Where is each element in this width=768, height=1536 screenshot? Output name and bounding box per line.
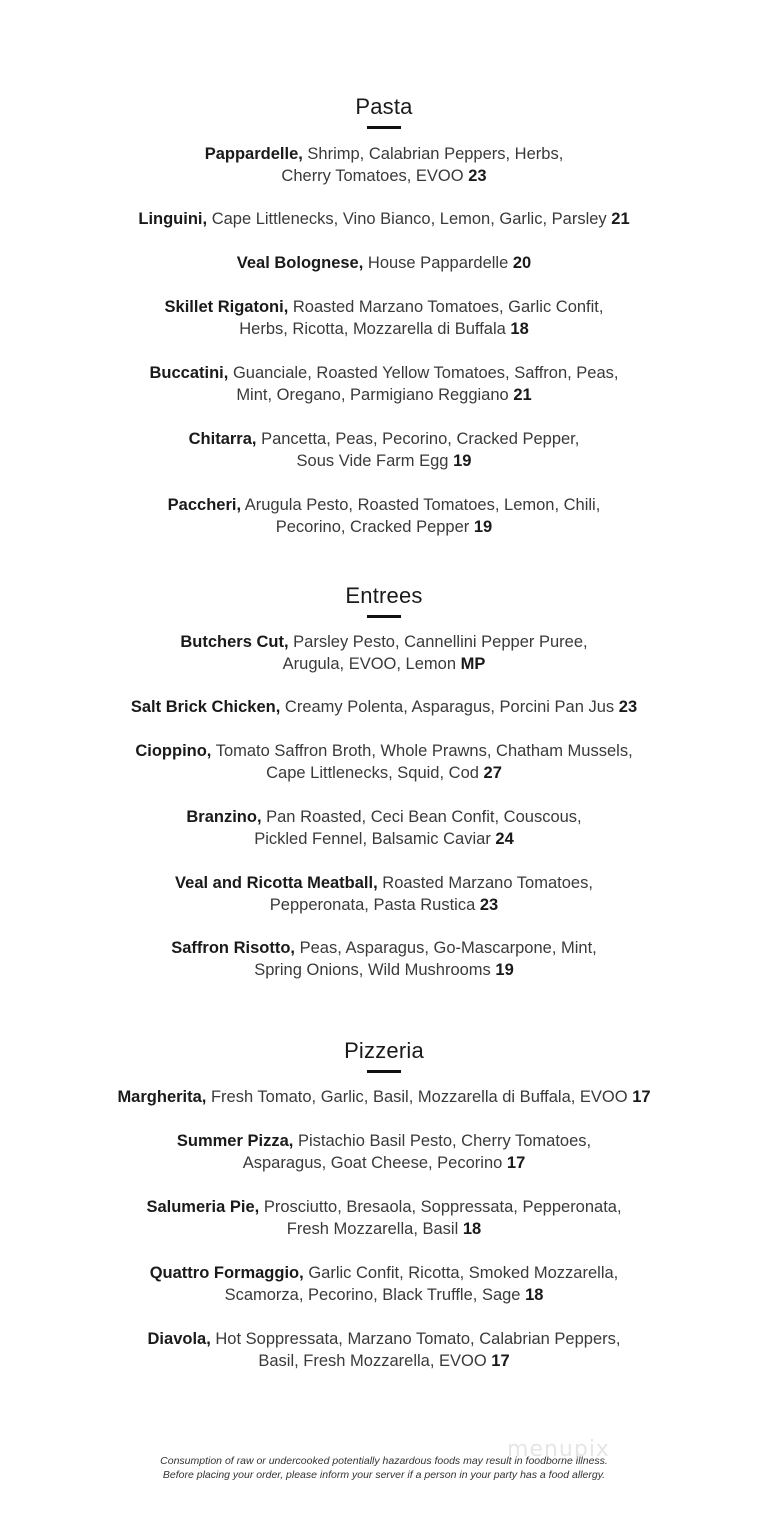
item-description: Cape Littlenecks, Vino Bianco, Lemon, Garlic, Parsley bbox=[211, 210, 607, 228]
item-description: Roasted Marzano Tomatoes, bbox=[382, 874, 593, 892]
menu-item-salt-brick-chicken bbox=[0, 696, 768, 718]
item-name: Skillet Rigatoni, bbox=[164, 298, 289, 316]
item-name: Buccatini, bbox=[149, 364, 229, 382]
item-price: 24 bbox=[495, 830, 514, 848]
item-description: Mint, Oregano, Parmigiano Reggiano bbox=[236, 386, 509, 404]
item-name: Linguini, bbox=[138, 210, 208, 228]
menu-item-summer-pizza bbox=[0, 1130, 768, 1174]
item-price: 23 bbox=[618, 698, 638, 716]
item-price: 21 bbox=[513, 386, 532, 404]
section-pasta-header bbox=[0, 93, 768, 129]
item-description: House Pappardelle bbox=[367, 254, 509, 272]
item-name: Branzino, bbox=[186, 808, 262, 826]
item-price: 27 bbox=[483, 764, 502, 782]
item-name: Veal and Ricotta Meatball, bbox=[175, 874, 378, 892]
section-divider bbox=[367, 1070, 401, 1073]
item-price: 23 bbox=[468, 167, 487, 185]
item-price: 17 bbox=[506, 1154, 526, 1172]
menu-item-pappardelle bbox=[0, 143, 768, 187]
item-description: Basil, Fresh Mozzarella, EVOO bbox=[258, 1352, 487, 1370]
item-description: Fresh Tomato, Garlic, Basil, Mozzarella di Buffala, EVOO bbox=[210, 1088, 628, 1106]
menu-item-veal-bolognese bbox=[0, 252, 768, 274]
item-name: Chitarra, bbox=[188, 430, 257, 448]
item-description: Pancetta, Peas, Pecorino, Cracked Pepper, bbox=[261, 430, 580, 448]
item-name: Margherita, bbox=[117, 1088, 207, 1106]
section-divider bbox=[367, 126, 401, 129]
section-title: Pizzeria bbox=[344, 1038, 424, 1063]
section-pizzeria-header bbox=[0, 1037, 768, 1073]
menu-item-margherita bbox=[0, 1086, 768, 1108]
item-price: 23 bbox=[479, 896, 499, 914]
disclaimer-line-2: Before placing your order, please inform your server if a person in your party has a food allergy. bbox=[162, 1469, 606, 1481]
item-name: Cioppino, bbox=[135, 742, 212, 760]
menu-item-diavola bbox=[0, 1328, 768, 1372]
item-name: Diavola, bbox=[147, 1330, 211, 1348]
allergy-disclaimer bbox=[0, 1454, 768, 1482]
item-description: Herbs, Ricotta, Mozzarella di Buffala bbox=[239, 320, 506, 338]
item-description: Pickled Fennel, Balsamic Caviar bbox=[254, 830, 491, 848]
item-name: Saffron Risotto, bbox=[171, 939, 295, 957]
item-description: Shrimp, Calabrian Peppers, Herbs, bbox=[307, 145, 564, 163]
menu-item-quattro-formaggio bbox=[0, 1262, 768, 1306]
item-description: Cherry Tomatoes, EVOO bbox=[281, 167, 464, 185]
watermark-logo: menupix bbox=[507, 1437, 610, 1462]
menu-item-skillet-rigatoni bbox=[0, 296, 768, 340]
item-description: Pecorino, Cracked Pepper bbox=[275, 518, 470, 536]
item-description: Pepperonata, Pasta Rustica bbox=[269, 896, 476, 914]
menu-item-salumeria-pie bbox=[0, 1196, 768, 1240]
menu-item-chitarra bbox=[0, 428, 768, 472]
item-price: 19 bbox=[453, 452, 472, 470]
item-name: Salumeria Pie, bbox=[146, 1198, 260, 1216]
item-price: 19 bbox=[473, 518, 493, 536]
item-name: Paccheri, bbox=[167, 496, 242, 514]
item-price: 17 bbox=[491, 1352, 510, 1370]
item-description: Hot Soppressata, Marzano Tomato, Calabrian Peppers, bbox=[215, 1330, 621, 1348]
item-description: Creamy Polenta, Asparagus, Porcini Pan Jus bbox=[284, 698, 615, 716]
item-description: Scamorza, Pecorino, Black Truffle, Sage bbox=[224, 1286, 521, 1304]
item-description: Spring Onions, Wild Mushrooms bbox=[254, 961, 491, 979]
menu-item-veal-ricotta-meatball bbox=[0, 872, 768, 916]
item-name: Summer Pizza, bbox=[176, 1132, 294, 1150]
menu-item-branzino bbox=[0, 806, 768, 850]
item-price: 17 bbox=[632, 1088, 651, 1106]
section-entrees-header bbox=[0, 582, 768, 618]
item-description: Roasted Marzano Tomatoes, Garlic Confit, bbox=[292, 298, 604, 316]
item-price: 19 bbox=[495, 961, 514, 979]
item-price: MP bbox=[460, 655, 486, 673]
item-description: Tomato Saffron Broth, Whole Prawns, Chatham Mussels, bbox=[215, 742, 633, 760]
menu-item-buccatini bbox=[0, 362, 768, 406]
item-description: Prosciutto, Bresaola, Soppressata, Pepperonata, bbox=[263, 1198, 622, 1216]
item-description: Parsley Pesto, Cannellini Pepper Puree, bbox=[293, 633, 588, 651]
item-description: Asparagus, Goat Cheese, Pecorino bbox=[242, 1154, 503, 1172]
section-title: Entrees bbox=[345, 583, 423, 608]
item-name: Butchers Cut, bbox=[180, 633, 289, 651]
item-description: Peas, Asparagus, Go-Mascarpone, Mint, bbox=[299, 939, 597, 957]
item-name: Pappardelle, bbox=[204, 145, 303, 163]
item-description: Guanciale, Roasted Yellow Tomatoes, Saffron, Peas, bbox=[232, 364, 619, 382]
item-price: 18 bbox=[510, 320, 529, 338]
item-price: 20 bbox=[512, 254, 532, 272]
item-description: Cape Littlenecks, Squid, Cod bbox=[266, 764, 479, 782]
item-description: Fresh Mozzarella, Basil bbox=[286, 1220, 459, 1238]
menu-item-saffron-risotto bbox=[0, 937, 768, 981]
item-name: Quattro Formaggio, bbox=[149, 1264, 304, 1282]
menu-item-cioppino bbox=[0, 740, 768, 784]
item-description: Arugula Pesto, Roasted Tomatoes, Lemon, Chili, bbox=[244, 496, 601, 514]
item-description: Pistachio Basil Pesto, Cherry Tomatoes, bbox=[297, 1132, 592, 1150]
menu-item-linguini bbox=[0, 208, 768, 230]
item-description: Arugula, EVOO, Lemon bbox=[282, 655, 456, 673]
item-description: Garlic Confit, Ricotta, Smoked Mozzarella, bbox=[308, 1264, 619, 1282]
menu-item-butchers-cut bbox=[0, 631, 768, 675]
section-divider bbox=[367, 615, 401, 618]
item-price: 18 bbox=[525, 1286, 544, 1304]
item-description: Sous Vide Farm Egg bbox=[296, 452, 449, 470]
disclaimer-line-1: Consumption of raw or undercooked potentially hazardous foods may result in foodborne illness. bbox=[160, 1455, 608, 1467]
item-name: Veal Bolognese, bbox=[236, 254, 364, 272]
item-name: Salt Brick Chicken, bbox=[130, 698, 281, 716]
item-price: 18 bbox=[462, 1220, 482, 1238]
section-title: Pasta bbox=[355, 94, 413, 119]
item-description: Pan Roasted, Ceci Bean Confit, Couscous, bbox=[266, 808, 582, 826]
menu-item-paccheri bbox=[0, 494, 768, 538]
item-price: 21 bbox=[611, 210, 630, 228]
